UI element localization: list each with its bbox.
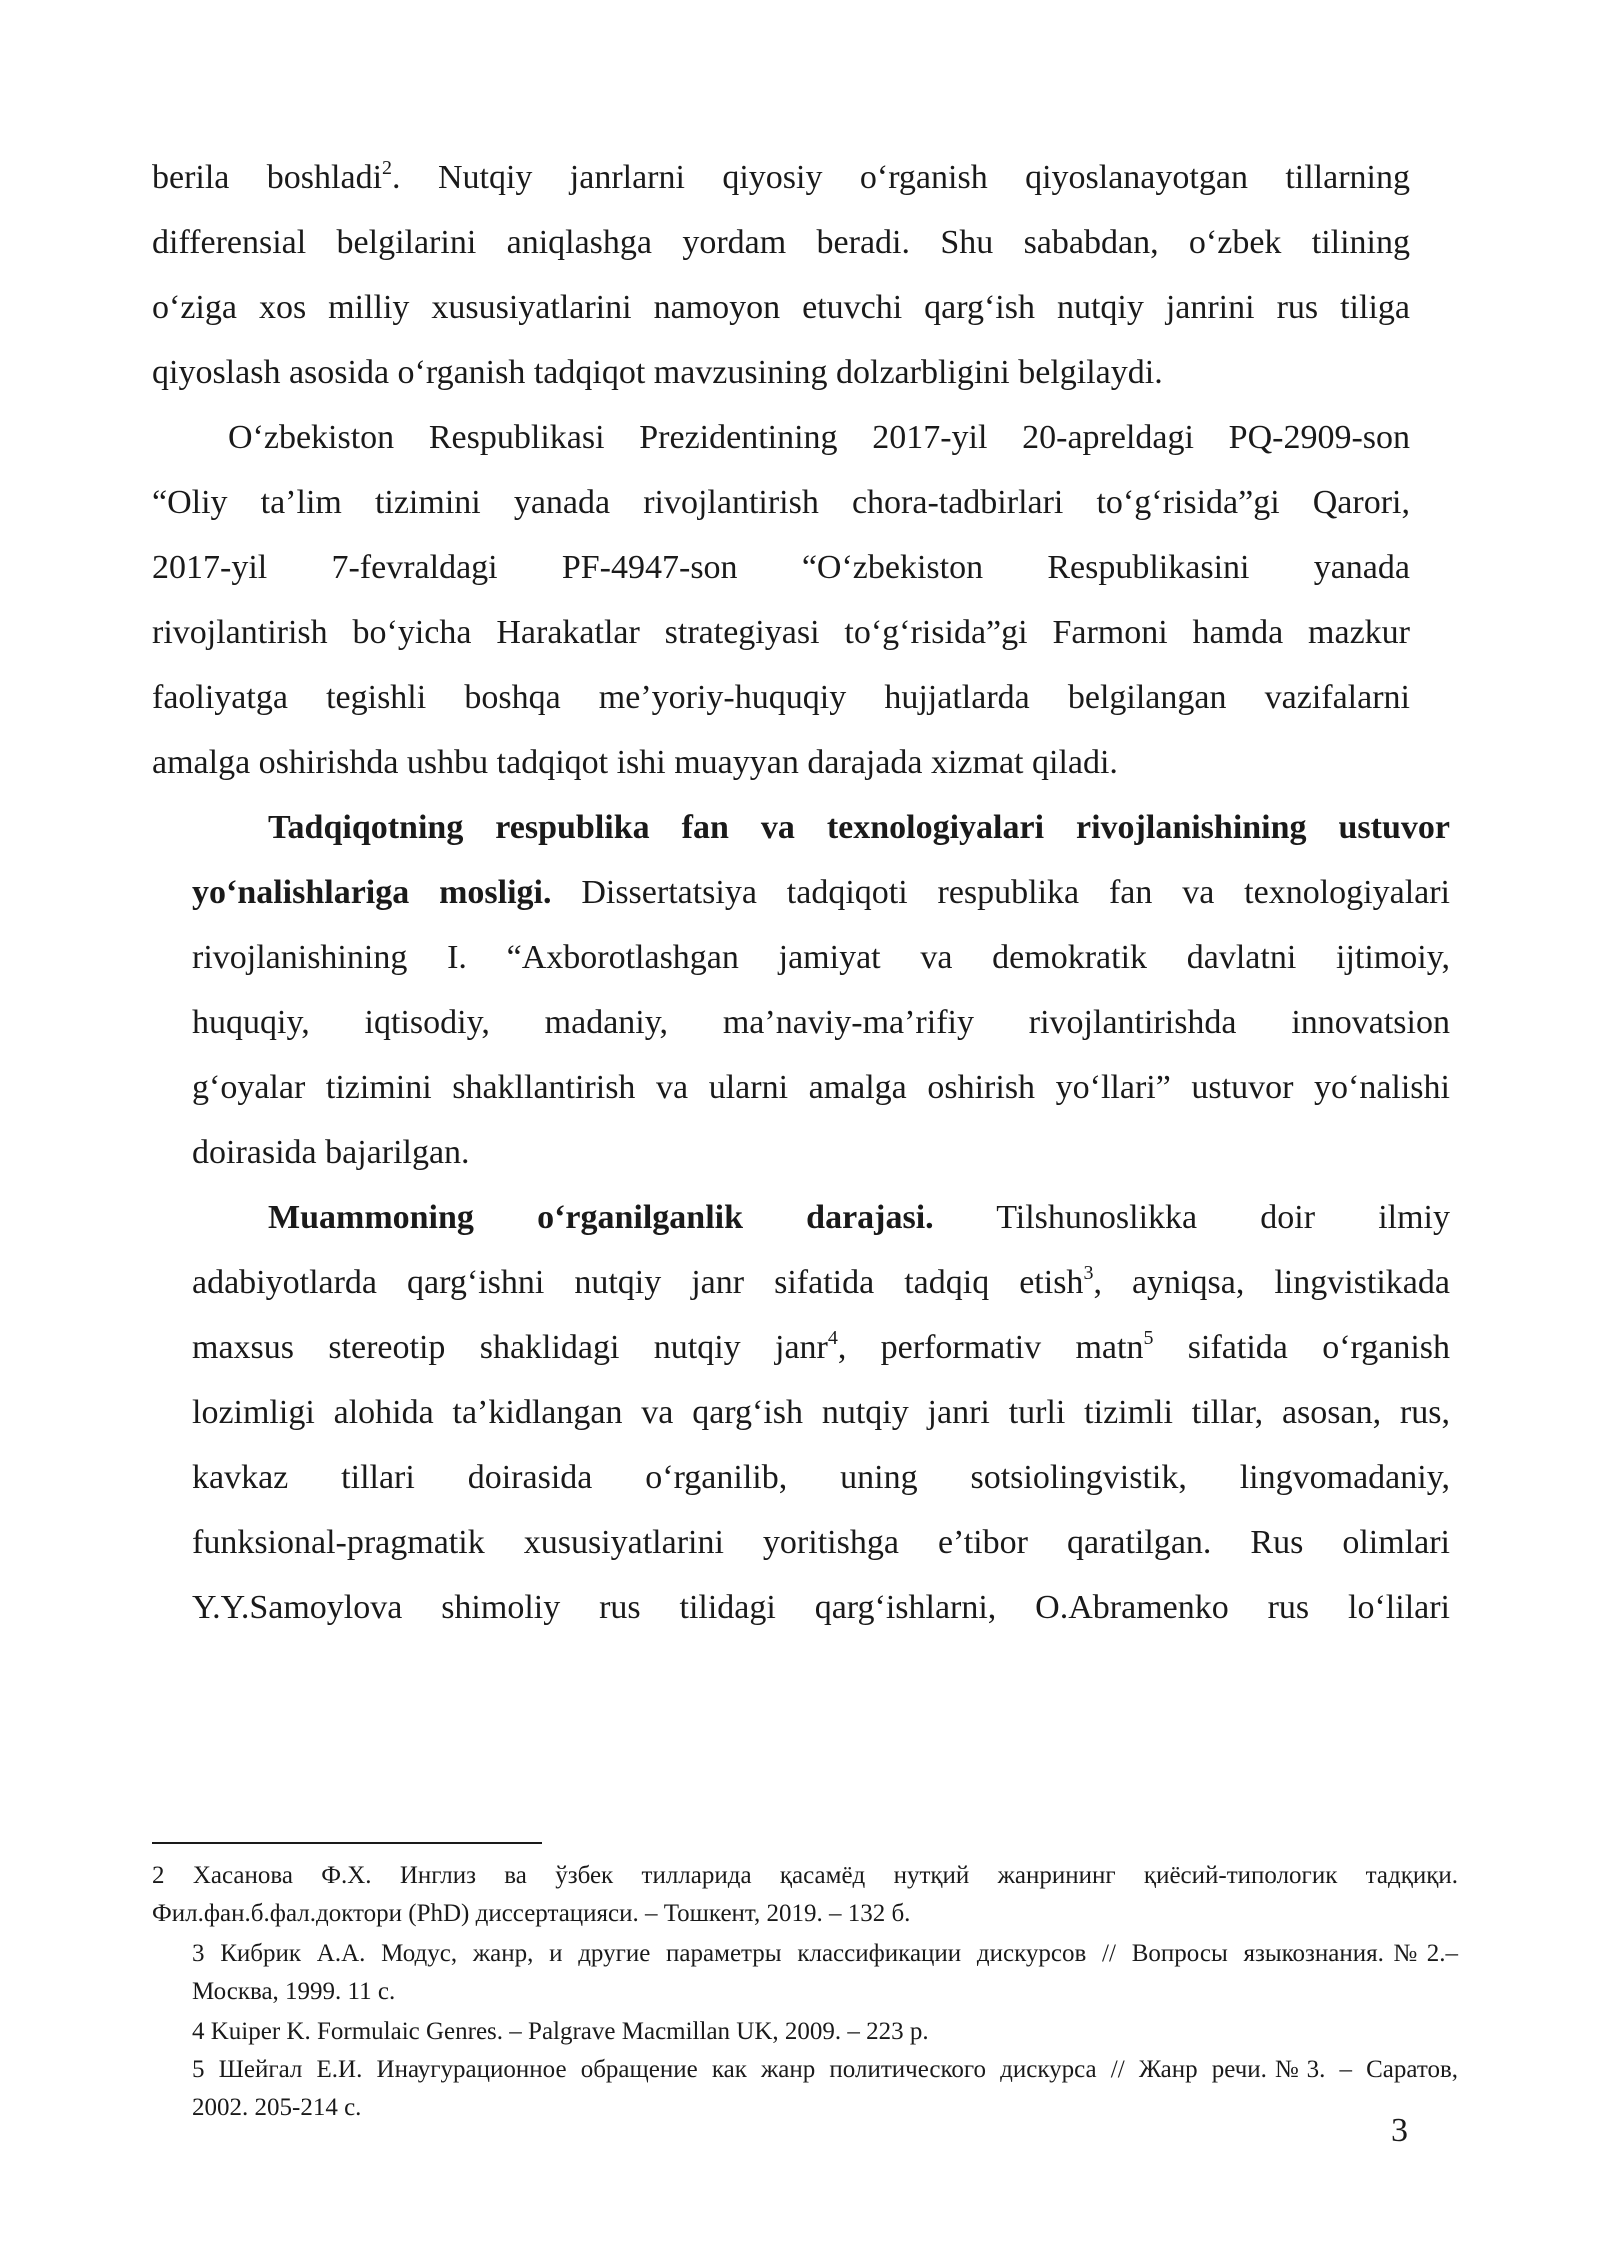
section-heading: yo‘nalishlariga mosligi. bbox=[192, 874, 552, 911]
text-line: differensial belgilarini aniqlashga yordam beradi. Shu sababdan, o‘zbek tilining bbox=[152, 224, 1410, 261]
footnote-ref-3[interactable]: 3 bbox=[1083, 1262, 1094, 1284]
page-number: 3 bbox=[1391, 2112, 1408, 2149]
text-line: yo‘nalishlariga mosligi. Dissertatsiya tadqiqoti respublika fan va texnologiyalari bbox=[192, 874, 1450, 911]
text-line: faoliyatga tegishli boshqa me’yoriy-huquqiy hujjatlarda belgilangan vazifalarni bbox=[152, 679, 1410, 716]
footnote-5 bbox=[192, 2051, 1458, 2127]
footnote-ref-2[interactable]: 2 bbox=[382, 157, 393, 179]
text-line: Muammoning o‘rganilganlik darajasi. Tilshunoslikka doir ilmiy bbox=[268, 1199, 1450, 1236]
text-line: rivojlantirish bo‘yicha Harakatlar strategiyasi to‘g‘risida”gi Farmoni hamda mazkur bbox=[152, 614, 1410, 651]
text-line: 2017-yil 7-fevraldagi PF-4947-son “O‘zbekiston Respublikasini yanada bbox=[152, 549, 1410, 586]
text-line: amalga oshirishda ushbu tadqiqot ishi muayyan darajada xizmat qiladi. bbox=[152, 744, 1118, 781]
footnote-line: Фил.фан.б.фал.доктори (PhD) диссертацияси. – Тошкент, 2019. – 132 б. bbox=[152, 1900, 911, 1927]
text-line: maxsus stereotip shaklidagi nutqiy janr$^4$, performativ matn$^5$ sifatida o‘rganish bbox=[192, 1327, 1450, 1366]
section-heading: Muammoning o‘rganilganlik darajasi. bbox=[268, 1199, 934, 1236]
text-line: adabiyotlarda qarg‘ishni nutqiy janr sifatida tadqiq etish$^3$, ayniqsa, lingvistikada bbox=[192, 1262, 1450, 1301]
footnote-2 bbox=[152, 1857, 1458, 1933]
footnote-3 bbox=[192, 1935, 1458, 2011]
footnote-line: 2002. 205-214 с. bbox=[192, 2094, 362, 2121]
footnote-line: 3 Кибрик А.А. Модус, жанр, и другие параметры классификации дискурсов // Вопросы языкознания.№2.– bbox=[192, 1940, 1458, 1967]
footnote-separator bbox=[152, 1842, 542, 1844]
paragraph-priority-directions bbox=[192, 795, 1450, 1185]
text-line: “Oliy ta’lim tizimini yanada rivojlantirish chora-tadbirlari to‘g‘risida”gi Qarori, bbox=[152, 484, 1410, 521]
footnote-ref-4[interactable]: 4 bbox=[827, 1327, 838, 1349]
footnote-4 bbox=[192, 2013, 1458, 2051]
footnote-line: 5 Шейгал Е.И. Инаугурационное обращение как жанр политического дискурса // Жанр речи.№3. – Саратов, bbox=[192, 2056, 1458, 2083]
text-line: Y.Y.Samoylova shimoliy rus tilidagi qarg‘ishlarni, O.Abramenko rus lo‘lilari bbox=[192, 1589, 1450, 1626]
text-line: huquqiy, iqtisodiy, madaniy, ma’naviy-ma’rifiy rivojlantirishda innovatsion bbox=[192, 1004, 1450, 1041]
paragraph-legal-basis bbox=[152, 405, 1410, 795]
footnote-line: 4 Kuiper K. Formulaic Genres. – Palgrave Macmillan UK, 2009. – 223 p. bbox=[192, 2018, 929, 2045]
footnote-line: Москва, 1999. 11 с. bbox=[192, 1978, 396, 2005]
text-line: berila boshladi$^2$. Nutqiy janrlarni qiyosiy o‘rganish qiyoslanayotgan tillarning bbox=[152, 157, 1410, 196]
paragraph-research-degree bbox=[192, 1185, 1450, 1640]
text-line: kavkaz tillari doirasida o‘rganilib, uning sotsiolingvistik, lingvomadaniy, bbox=[192, 1459, 1450, 1496]
section-heading: Tadqiqotning respublika fan va texnologiyalari rivojlanishining ustuvor bbox=[268, 809, 1450, 846]
text-line: o‘ziga xos milliy xususiyatlarini namoyon etuvchi qarg‘ish nutqiy janrini rus tiliga bbox=[152, 289, 1410, 326]
text-line: funksional-pragmatik xususiyatlarini yoritishga e’tibor qaratilgan. Rus olimlari bbox=[192, 1524, 1450, 1561]
text-line: rivojlanishining I. “Axborotlashgan jamiyat va demokratik davlatni ijtimoiy, bbox=[192, 939, 1450, 976]
footnote-line: 2 Хасанова Ф.Х. Инглиз ва ўзбек тилларида қасамёд нутқий жанрининг қиёсий-типологик тадқиқи. bbox=[152, 1862, 1458, 1889]
footnote-ref-5[interactable]: 5 bbox=[1143, 1327, 1154, 1349]
text-line: qiyoslash asosida o‘rganish tadqiqot mavzusining dolzarbligini belgilaydi. bbox=[152, 354, 1163, 391]
text-line: g‘oyalar tizimini shakllantirish va ularni amalga oshirish yo‘llari” ustuvor yo‘nalishi bbox=[192, 1069, 1450, 1106]
text-line: lozimligi alohida ta’kidlangan va qarg‘ish nutqiy janri turli tizimli tillar, asosan, rus, bbox=[192, 1394, 1450, 1431]
text-line: O‘zbekiston Respublikasi Prezidentining 2017-yil 20-apreldagi PQ-2909-son bbox=[228, 419, 1410, 456]
text-line: doirasida bajarilgan. bbox=[192, 1134, 470, 1171]
paragraph-relevance-end bbox=[152, 145, 1410, 405]
